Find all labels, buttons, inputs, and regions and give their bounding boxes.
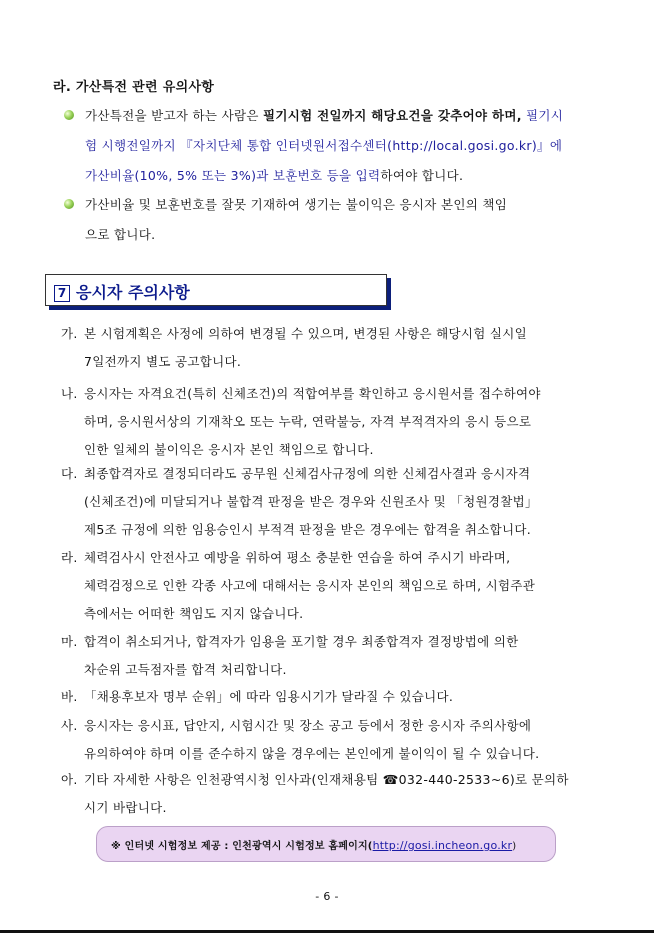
- footer-info-box: [96, 826, 556, 862]
- section-heading: 라. 가산특전 관련 유의사항: [53, 80, 215, 95]
- list-item-label: 마.: [61, 634, 78, 649]
- list-item-text: (신체조건)에 미달되거나 불합격 판정을 받은 경우와 신원조사 및 「청원경찰법」: [84, 494, 538, 509]
- list-item-text: 「채용후보자 명부 순위」에 따라 임용시기가 달라질 수 있습니다.: [84, 689, 454, 704]
- list-item-label: 사.: [61, 718, 78, 733]
- section-title-text: 응시자 주의사항: [76, 283, 190, 302]
- list-item-text: 인한 일체의 불이익은 응시자 본인 책임으로 합니다.: [84, 442, 374, 457]
- list-item-label: 다.: [61, 466, 78, 481]
- list-item-label: 라.: [61, 550, 78, 565]
- list-item-text: 유의하여야 하며 이를 준수하지 않을 경우에는 본인에게 불이익이 될 수 있습니다.: [84, 746, 540, 761]
- bullet1-line3-rest: 하여야 합니다.: [380, 168, 464, 183]
- list-item-label: 아.: [61, 772, 78, 787]
- list-item-text: 응시자는 자격요건(특히 신체조건)의 적합여부를 확인하고 응시원서를 접수하여야: [84, 386, 541, 401]
- footer-close-paren: ): [512, 841, 517, 852]
- bottom-divider: [0, 930, 654, 933]
- list-item-text: 기타 자세한 사항은 인천광역시청 인사과(인재채용팀 ☎032-440-2533~6)로 문의하: [84, 772, 569, 787]
- list-item-text: 시기 바랍니다.: [84, 800, 167, 815]
- list-item-label: 가.: [61, 326, 78, 341]
- bullet1-line1: [85, 106, 563, 124]
- list-item-text: 제5조 규정에 의한 임용승인시 부적격 판정을 받은 경우에는 합격을 취소합니다.: [84, 522, 531, 537]
- list-item-text: 7일전까지 별도 공고합니다.: [84, 354, 242, 369]
- list-item-text: 합격이 취소되거나, 합격자가 임용을 포기할 경우 최종합격자 결정방법에 의한: [84, 634, 519, 649]
- section-title: [54, 280, 190, 303]
- bullet2-line2: 으로 합니다.: [85, 227, 156, 242]
- list-item-label: 나.: [61, 386, 78, 401]
- footer-label: 인터넷 시험정보 제공 : 인천광역시 시험정보 홈페이지(: [120, 841, 373, 852]
- footer-text: [111, 837, 516, 852]
- list-item-text: 최종합격자로 결정되더라도 공무원 신체검사규정에 의한 신체검사결과 응시자격: [84, 466, 531, 481]
- list-item-text: 체력검사시 안전사고 예방을 위하여 평소 충분한 연습을 하여 주시기 바라며,: [84, 550, 511, 565]
- list-item-text: 체력검정으로 인한 각종 사고에 대해서는 응시자 본인의 책임으로 하며, 시험주관: [84, 578, 536, 593]
- list-item-text: 측에서는 어떠한 책임도 지지 않습니다.: [84, 606, 304, 621]
- list-item-text: 하며, 응시원서상의 기재착오 또는 누락, 연락불능, 자격 부적격자의 응시 등으로: [84, 414, 532, 429]
- bullet1-text-bold: 필기시험 전일까지 해당요건을 갖추어야 하며,: [262, 108, 522, 123]
- reference-mark: ※: [111, 841, 121, 852]
- section-title-box: [45, 274, 387, 306]
- green-bullet-icon: [64, 199, 74, 209]
- bullet2-line1: 가산비율 및 보훈번호를 잘못 기재하여 생기는 불이익은 응시자 본인의 책임: [85, 197, 508, 212]
- green-bullet-icon: [64, 110, 74, 120]
- exam-info-link[interactable]: http://gosi.incheon.go.kr: [372, 839, 513, 852]
- bullet1-line2: 험 시행전일까지 『자치단체 통합 인터넷원서접수센터(http://local.gosi.go.kr)』에: [85, 138, 563, 153]
- bullet1-line3: [85, 166, 463, 184]
- list-item-text: 본 시험계획은 사정에 의하여 변경될 수 있으며, 변경된 사항은 해당시험 실시일: [84, 326, 528, 341]
- section-number: 7: [54, 285, 70, 302]
- list-item-text: 차순위 고득점자를 합격 처리합니다.: [84, 662, 287, 677]
- list-item-label: 바.: [61, 689, 78, 704]
- bullet1-text-blue: 필기시: [521, 108, 564, 123]
- list-item-text: 응시자는 응시표, 답안지, 시험시간 및 장소 공고 등에서 정한 응시자 주의사항에: [84, 718, 532, 733]
- page-number: - 6 -: [315, 890, 339, 903]
- bullet1-text-a: 가산특전을 받고자 하는 사람은: [85, 108, 263, 123]
- bullet1-line3-blue: 가산비율(10%, 5% 또는 3%)과 보훈번호 등을 입력: [85, 168, 381, 183]
